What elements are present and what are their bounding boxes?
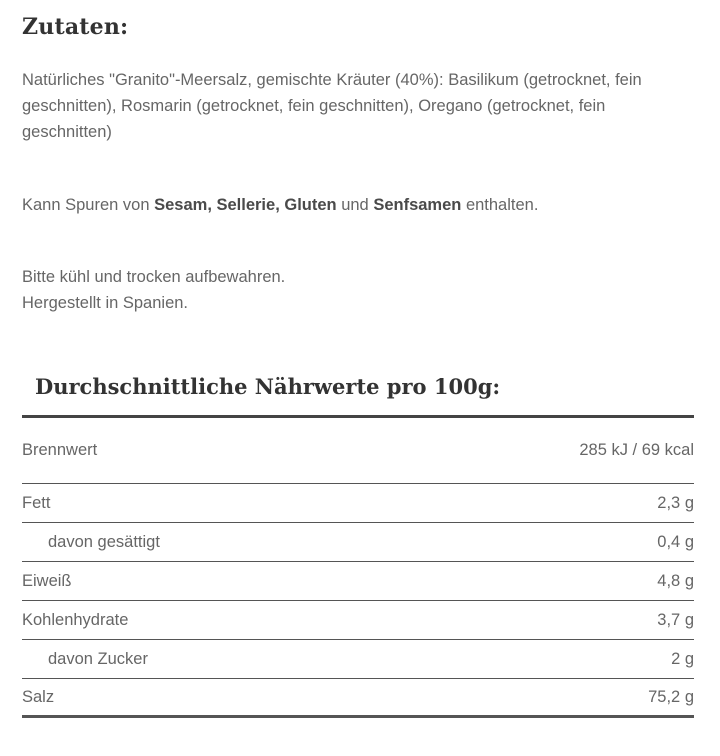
nutrition-label: Salz xyxy=(22,687,55,706)
storage-instruction: Bitte kühl und trocken aufbewahren. xyxy=(22,268,286,286)
traces-prefix: Kann Spuren von xyxy=(22,196,155,214)
nutrition-table xyxy=(22,415,694,718)
traces-suffix: enthalten. xyxy=(461,196,539,214)
nutrition-value: 75,2 g xyxy=(648,687,694,706)
nutrition-value: 0,4 g xyxy=(657,532,694,551)
nutrition-row-sugar xyxy=(22,640,694,679)
nutrition-row-energy xyxy=(22,418,694,484)
nutrition-row-carbohydrates xyxy=(22,601,694,640)
allergen-list-1: Sesam, Sellerie, Gluten xyxy=(154,196,337,214)
nutrition-row-salt xyxy=(22,679,694,718)
nutrition-label: Brennwert xyxy=(22,441,98,459)
nutrition-value: 3,7 g xyxy=(657,610,694,629)
nutrition-title: Durchschnittliche Nährwerte pro 100g: xyxy=(35,374,501,399)
ingredients-text: Natürliches "Granito"-Meersalz, gemischte Kräuter (40%): Basilikum (getrocknet, fein geschnitten), Rosmarin (getrocknet, fein geschnitten), Oregano (getrocknet, fein geschnitten) xyxy=(22,71,642,141)
nutrition-value: 4,8 g xyxy=(657,571,694,590)
traces-middle: und xyxy=(336,196,374,214)
nutrition-label: davon Zucker xyxy=(48,649,148,668)
nutrition-row-protein xyxy=(22,562,694,601)
nutrition-value: 285 kJ / 69 kcal xyxy=(579,441,694,459)
nutrition-row-fat xyxy=(22,484,694,523)
nutrition-value: 2,3 g xyxy=(657,493,694,512)
origin-info: Hergestellt in Spanien. xyxy=(22,294,189,312)
ingredients-title: Zutaten: xyxy=(22,14,129,40)
nutrition-label: davon gesättigt xyxy=(48,532,160,551)
nutrition-label: Kohlenhydrate xyxy=(22,610,129,629)
storage-info xyxy=(22,264,694,316)
allergen-traces-text xyxy=(22,192,694,218)
nutrition-value: 2 g xyxy=(671,649,694,668)
nutrition-row-saturated-fat xyxy=(22,523,694,562)
nutrition-label: Eiweiß xyxy=(22,571,72,590)
allergen-list-2: Senfsamen xyxy=(373,196,462,214)
nutrition-label: Fett xyxy=(22,493,51,512)
